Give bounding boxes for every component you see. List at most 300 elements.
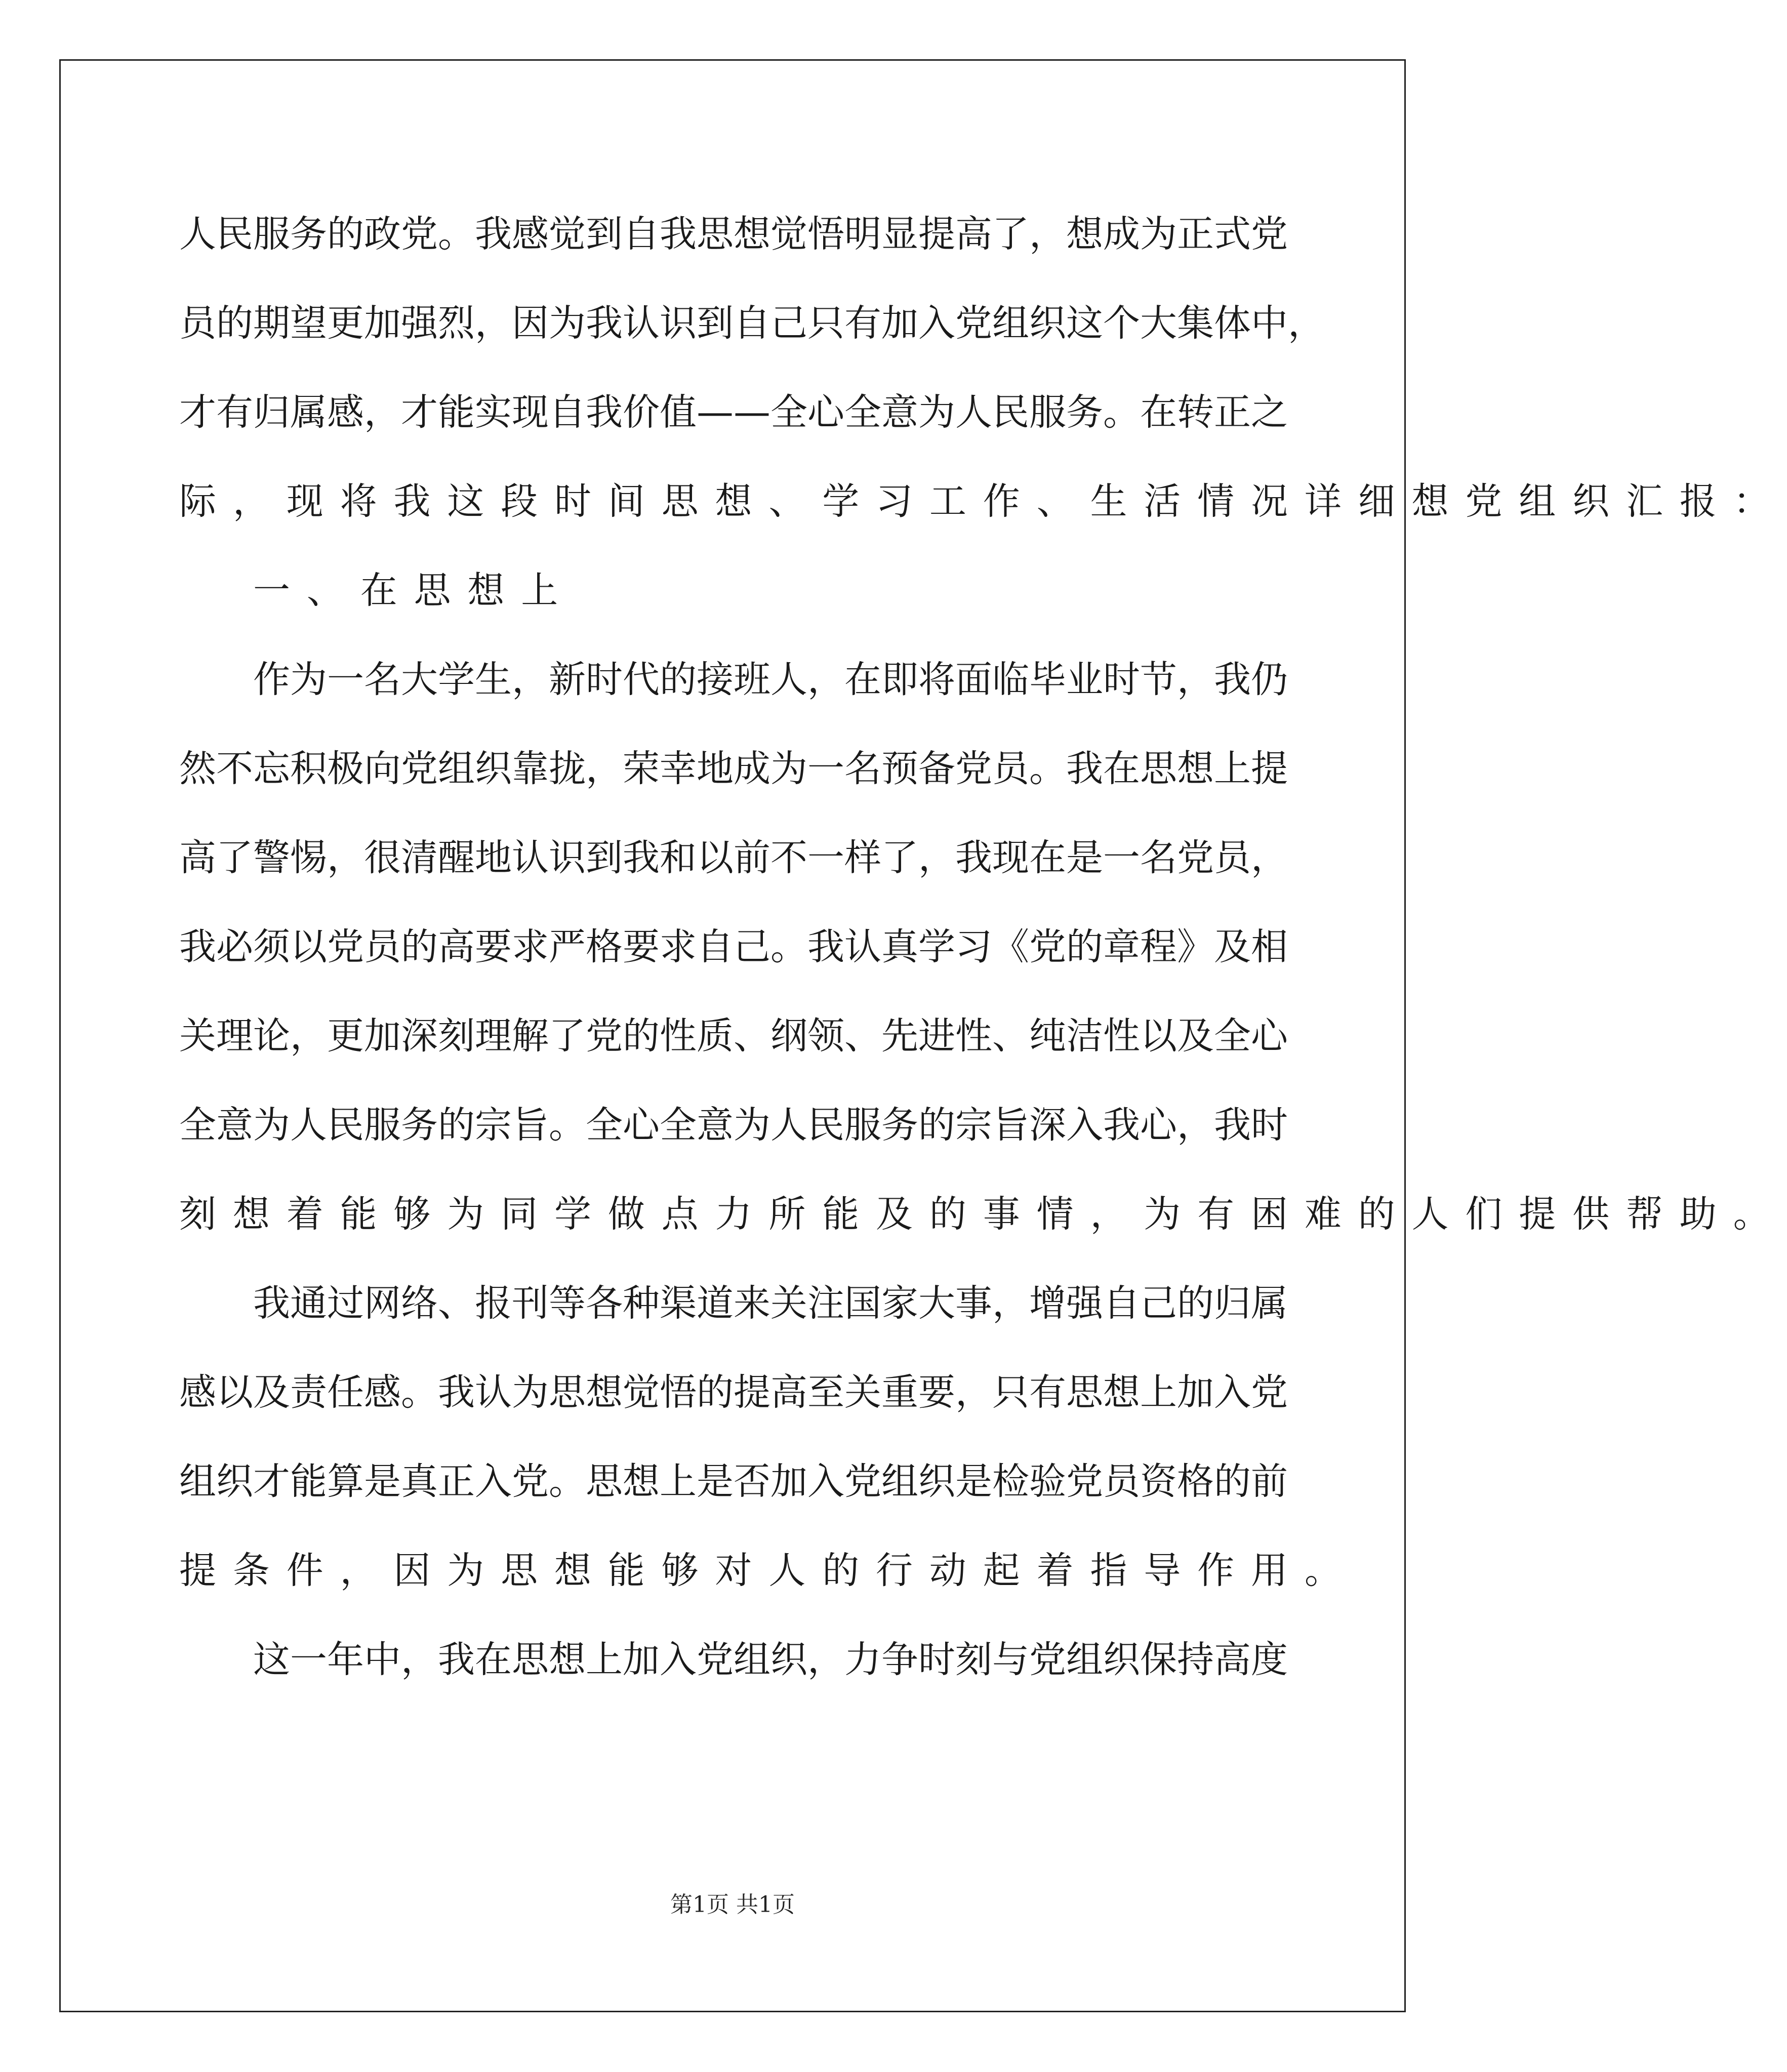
glyph: 强: [1066, 1282, 1103, 1325]
glyph: 服: [844, 1104, 881, 1147]
glyph: 入: [475, 1460, 512, 1503]
glyph: 自: [549, 391, 586, 434]
glyph: 我: [1103, 1104, 1140, 1147]
glyph: ，: [1029, 213, 1066, 256]
glyph: 样: [844, 836, 881, 879]
glyph: 这: [1066, 302, 1103, 345]
glyph: 意: [697, 1104, 734, 1147]
glyph: 组: [438, 747, 475, 790]
glyph: 的: [401, 925, 438, 968]
glyph: 才: [253, 1460, 290, 1503]
document-body: [179, 190, 1787, 1704]
line-text: 提条件，因为思想能够对人的行动起着指导作用。: [179, 1549, 1358, 1592]
glyph: 为: [770, 747, 807, 790]
glyph: 性: [1103, 1014, 1140, 1058]
glyph: 备: [918, 747, 955, 790]
glyph: 算: [327, 1460, 364, 1503]
glyph: 提: [918, 213, 955, 256]
glyph: 了: [216, 836, 253, 879]
glyph: 自: [1103, 1282, 1140, 1325]
glyph: 刊: [512, 1282, 549, 1325]
text-line-10: [179, 992, 1288, 1081]
glyph: 我: [807, 925, 844, 968]
glyph: 道: [697, 1282, 734, 1325]
glyph: 我: [179, 925, 216, 968]
glyph: 作: [253, 658, 290, 701]
glyph: ，: [1288, 302, 1325, 345]
glyph: 一: [807, 747, 844, 790]
text-line-8: [179, 814, 1288, 903]
glyph: 纲: [770, 1014, 807, 1058]
glyph: 至: [807, 1371, 844, 1414]
glyph: 临: [992, 658, 1029, 701]
glyph: 一: [807, 836, 844, 879]
glyph: 旨: [512, 1104, 549, 1147]
glyph: 地: [475, 836, 512, 879]
glyph: 我: [438, 1371, 475, 1414]
glyph: 为: [1140, 213, 1177, 256]
glyph: 在: [1029, 836, 1066, 879]
glyph: 了: [992, 213, 1029, 256]
glyph: 仍: [1251, 658, 1288, 701]
glyph: 相: [1251, 925, 1288, 968]
glyph: 只: [807, 302, 844, 345]
glyph: 高: [955, 213, 992, 256]
glyph: 毕: [1029, 658, 1066, 701]
glyph: 拢: [549, 747, 586, 790]
glyph: 实: [475, 391, 512, 434]
glyph: 之: [1251, 391, 1288, 434]
glyph: 进: [918, 1014, 955, 1058]
glyph: 现: [992, 836, 1029, 879]
glyph: 真: [881, 925, 918, 968]
glyph: 思: [1066, 1371, 1103, 1414]
glyph: 程: [1140, 925, 1177, 968]
glyph: 员: [1214, 836, 1251, 879]
glyph: ，: [807, 1638, 844, 1681]
glyph: 织: [1029, 302, 1066, 345]
glyph: 为: [290, 658, 327, 701]
glyph: 务: [290, 213, 327, 256]
glyph: 我: [1214, 658, 1251, 701]
glyph: 入: [660, 1638, 697, 1681]
glyph: 我: [1066, 747, 1103, 790]
glyph: 否: [734, 1460, 770, 1503]
glyph: 网: [364, 1282, 401, 1325]
glyph: 党: [955, 747, 992, 790]
glyph: 价: [623, 391, 660, 434]
glyph: 织: [475, 747, 512, 790]
glyph: 。: [438, 213, 475, 256]
glyph: 因: [512, 302, 549, 345]
glyph: 正: [1214, 391, 1251, 434]
glyph: 的: [1214, 1460, 1251, 1503]
glyph: 注: [807, 1282, 844, 1325]
glyph: 名: [364, 658, 401, 701]
glyph: 想: [1103, 1371, 1140, 1414]
glyph: 党: [697, 1638, 734, 1681]
glyph: 己: [734, 925, 770, 968]
glyph: 及: [1177, 1014, 1214, 1058]
glyph: 认: [844, 925, 881, 968]
glyph: ，: [512, 658, 549, 701]
glyph: 服: [253, 213, 290, 256]
glyph: 报: [475, 1282, 512, 1325]
glyph: 为: [734, 1104, 770, 1147]
glyph: 荣: [623, 747, 660, 790]
glyph: 员: [992, 747, 1029, 790]
glyph: 。: [1029, 747, 1066, 790]
glyph: 大: [401, 658, 438, 701]
glyph: 时: [918, 1638, 955, 1681]
glyph: 地: [697, 747, 734, 790]
glyph: 务: [401, 1104, 438, 1147]
glyph: 名: [1140, 836, 1177, 879]
glyph: 了: [881, 836, 918, 879]
glyph: 党: [1029, 1638, 1066, 1681]
glyph: 全: [770, 391, 807, 434]
glyph: 我: [955, 836, 992, 879]
glyph: 民: [216, 213, 253, 256]
glyph: 接: [697, 658, 734, 701]
glyph: 是: [697, 1460, 734, 1503]
glyph: 上: [1140, 1371, 1177, 1414]
glyph: 是: [364, 1460, 401, 1503]
glyph: 认: [475, 1371, 512, 1414]
glyph: 事: [955, 1282, 992, 1325]
glyph: 格: [1177, 1460, 1214, 1503]
glyph: 质: [697, 1014, 734, 1058]
glyph: ，: [364, 391, 401, 434]
glyph: 国: [844, 1282, 881, 1325]
glyph: 我: [586, 302, 623, 345]
glyph: 和: [660, 836, 697, 879]
glyph: 在: [844, 658, 881, 701]
glyph: 个: [1103, 302, 1140, 345]
glyph: 归: [1214, 1282, 1251, 1325]
glyph: 党: [327, 925, 364, 968]
text-line-16: [179, 1526, 1358, 1615]
glyph: 》: [1177, 925, 1214, 968]
glyph: 将: [918, 658, 955, 701]
glyph: 员: [1103, 1460, 1140, 1503]
glyph: 服: [1029, 391, 1066, 434]
glyph: 、: [438, 1282, 475, 1325]
glyph: 心: [807, 391, 844, 434]
glyph: 的: [438, 1104, 475, 1147]
glyph: 上: [1214, 747, 1251, 790]
glyph: 入: [807, 1460, 844, 1503]
glyph: 党: [1251, 213, 1288, 256]
glyph: —: [697, 391, 734, 434]
text-line-14: [179, 1348, 1288, 1437]
glyph: 己: [1140, 1282, 1177, 1325]
glyph: 全: [844, 391, 881, 434]
glyph: 中: [1251, 302, 1288, 345]
glyph: 入: [1214, 1371, 1251, 1414]
page-footer: 第1页 共1页: [670, 1892, 795, 1918]
glyph: 想: [1066, 213, 1103, 256]
glyph: 思: [512, 1638, 549, 1681]
glyph: 更: [327, 302, 364, 345]
glyph: 上: [660, 1460, 697, 1503]
glyph: 思: [1140, 747, 1177, 790]
glyph: 我: [1214, 1104, 1251, 1147]
glyph: 积: [290, 747, 327, 790]
glyph: 的: [918, 1104, 955, 1147]
glyph: 成: [734, 747, 770, 790]
line-text: 刻想着能够为同学做点力所能及的事情，为有困难的人们提供帮助。: [179, 1193, 1787, 1236]
glyph: 成: [1103, 213, 1140, 256]
glyph: ，: [1177, 1104, 1214, 1147]
glyph: 的: [216, 302, 253, 345]
text-line-1: [179, 190, 1288, 279]
glyph: 解: [512, 1014, 549, 1058]
glyph: 觉: [549, 213, 586, 256]
glyph: 党: [844, 1460, 881, 1503]
glyph: 党: [1251, 1371, 1288, 1414]
glyph: 验: [1029, 1460, 1066, 1503]
glyph: 人: [770, 1104, 807, 1147]
glyph: 渠: [660, 1282, 697, 1325]
glyph: 学: [918, 925, 955, 968]
glyph: 期: [253, 302, 290, 345]
glyph: 不: [770, 836, 807, 879]
glyph: 只: [992, 1371, 1029, 1414]
glyph: 思: [586, 1460, 623, 1503]
glyph: 在: [475, 1638, 512, 1681]
glyph: 。: [1103, 391, 1140, 434]
glyph: 组: [881, 1460, 918, 1503]
glyph: 心: [1140, 1104, 1177, 1147]
glyph: 一: [327, 658, 364, 701]
glyph: 入: [918, 302, 955, 345]
glyph: ，: [807, 658, 844, 701]
glyph: 集: [1177, 302, 1214, 345]
glyph: 自: [623, 213, 660, 256]
glyph: 以: [216, 1371, 253, 1414]
glyph: 及: [253, 1371, 290, 1414]
glyph: 加: [881, 302, 918, 345]
glyph: 清: [401, 836, 438, 879]
heading-text: 一、在思想上: [253, 569, 575, 612]
glyph: 的: [1177, 1282, 1214, 1325]
glyph: 不: [216, 747, 253, 790]
glyph: 中: [364, 1638, 401, 1681]
glyph: 是: [955, 1460, 992, 1503]
glyph: ，: [401, 1638, 438, 1681]
glyph: 党: [1177, 836, 1214, 879]
glyph: 织: [770, 1638, 807, 1681]
glyph: 提: [1251, 747, 1288, 790]
glyph: 宗: [955, 1104, 992, 1147]
glyph: 感: [512, 213, 549, 256]
glyph: 来: [734, 1282, 770, 1325]
glyph: 到: [586, 836, 623, 879]
glyph: 大: [918, 1282, 955, 1325]
glyph: 深: [401, 1014, 438, 1058]
glyph: 关: [770, 1282, 807, 1325]
glyph: 节: [1140, 658, 1177, 701]
glyph: 有: [216, 391, 253, 434]
glyph: 民: [807, 1104, 844, 1147]
glyph: 的: [1066, 925, 1103, 968]
text-line-7: [179, 724, 1288, 814]
glyph: 必: [216, 925, 253, 968]
glyph: 民: [327, 1104, 364, 1147]
glyph: 有: [1029, 1371, 1066, 1414]
glyph: 人: [179, 213, 216, 256]
glyph: 自: [734, 302, 770, 345]
glyph: 关: [179, 1014, 216, 1058]
glyph: 人: [770, 658, 807, 701]
glyph: 的: [697, 1371, 734, 1414]
text-line-9: [179, 903, 1288, 992]
glyph: 。: [549, 1460, 586, 1503]
glyph: 组: [992, 302, 1029, 345]
glyph: 加: [1177, 1371, 1214, 1414]
glyph: 时: [586, 658, 623, 701]
glyph: 更: [327, 1014, 364, 1058]
glyph: —: [734, 391, 770, 434]
glyph: 心: [623, 1104, 660, 1147]
glyph: 严: [549, 925, 586, 968]
glyph: 上: [586, 1638, 623, 1681]
glyph: 即: [881, 658, 918, 701]
glyph: 政: [364, 213, 401, 256]
glyph: 在: [1103, 747, 1140, 790]
glyph: 性: [660, 1014, 697, 1058]
glyph: 刻: [438, 1014, 475, 1058]
glyph: 度: [1251, 1638, 1288, 1681]
glyph: 体: [1214, 302, 1251, 345]
glyph: 种: [623, 1282, 660, 1325]
glyph: 极: [327, 747, 364, 790]
glyph: 觉: [623, 1371, 660, 1414]
glyph: 己: [770, 302, 807, 345]
glyph: 。: [770, 925, 807, 968]
glyph: 感: [179, 1371, 216, 1414]
glyph: 到: [586, 213, 623, 256]
glyph: 认: [623, 302, 660, 345]
glyph: 感: [364, 1371, 401, 1414]
glyph: 提: [734, 1371, 770, 1414]
glyph: ，: [586, 747, 623, 790]
text-line-15: [179, 1437, 1288, 1526]
glyph: 关: [844, 1371, 881, 1414]
glyph: 面: [955, 658, 992, 701]
glyph: 望: [290, 302, 327, 345]
glyph: 全: [179, 1104, 216, 1147]
glyph: 格: [586, 925, 623, 968]
glyph: 警: [253, 836, 290, 879]
glyph: 悟: [660, 1371, 697, 1414]
glyph: 显: [881, 213, 918, 256]
glyph: 要: [918, 1371, 955, 1414]
glyph: 生: [475, 658, 512, 701]
glyph: 旨: [992, 1104, 1029, 1147]
glyph: 名: [844, 747, 881, 790]
glyph: 全: [586, 1104, 623, 1147]
glyph: 前: [734, 836, 770, 879]
glyph: 习: [955, 925, 992, 968]
glyph: 一: [1103, 836, 1140, 879]
glyph: 以: [697, 836, 734, 879]
glyph: ，: [1251, 836, 1288, 879]
glyph: 刻: [955, 1638, 992, 1681]
glyph: 值: [660, 391, 697, 434]
glyph: 人: [955, 391, 992, 434]
glyph: ，: [327, 836, 364, 879]
glyph: 高: [1214, 1638, 1251, 1681]
glyph: ，: [955, 1371, 992, 1414]
glyph: 心: [1251, 1014, 1288, 1058]
glyph: 正: [438, 1460, 475, 1503]
glyph: 我: [586, 391, 623, 434]
glyph: 党: [1066, 1460, 1103, 1503]
glyph: 识: [660, 302, 697, 345]
glyph: 性: [955, 1014, 992, 1058]
glyph: 到: [697, 302, 734, 345]
glyph: 求: [660, 925, 697, 968]
glyph: 论: [253, 1014, 290, 1058]
glyph: 过: [327, 1282, 364, 1325]
glyph: 纯: [1029, 1014, 1066, 1058]
glyph: 高: [179, 836, 216, 879]
glyph: ，: [918, 836, 955, 879]
glyph: 通: [290, 1282, 327, 1325]
glyph: 强: [401, 302, 438, 345]
glyph: 幸: [660, 747, 697, 790]
glyph: 归: [253, 391, 290, 434]
glyph: 想: [586, 1371, 623, 1414]
glyph: 想: [549, 1638, 586, 1681]
glyph: 惕: [290, 836, 327, 879]
glyph: 要: [623, 925, 660, 968]
glyph: 意: [881, 391, 918, 434]
glyph: 的: [660, 658, 697, 701]
glyph: 为: [549, 302, 586, 345]
glyph: 检: [992, 1460, 1029, 1503]
glyph: 加: [770, 1460, 807, 1503]
glyph: 高: [770, 1371, 807, 1414]
glyph: 年: [327, 1638, 364, 1681]
glyph: 转: [1177, 391, 1214, 434]
glyph: 能: [290, 1460, 327, 1503]
glyph: 想: [623, 1460, 660, 1503]
glyph: 领: [807, 1014, 844, 1058]
glyph: 在: [1140, 391, 1177, 434]
text-line-13: [179, 1259, 1288, 1348]
text-line-12: [179, 1170, 1787, 1259]
glyph: 组: [179, 1460, 216, 1503]
glyph: 。: [401, 1371, 438, 1414]
text-line-3: [179, 368, 1288, 457]
glyph: 真: [401, 1460, 438, 1503]
glyph: 以: [1140, 1014, 1177, 1058]
glyph: ，: [290, 1014, 327, 1058]
glyph: 织: [918, 1460, 955, 1503]
glyph: 与: [992, 1638, 1029, 1681]
glyph: 业: [1066, 658, 1103, 701]
glyph: ，: [1177, 658, 1214, 701]
glyph: 任: [327, 1371, 364, 1414]
text-line-6: [179, 635, 1288, 724]
glyph: 、: [734, 1014, 770, 1058]
glyph: 为: [918, 391, 955, 434]
glyph: 员: [364, 925, 401, 968]
glyph: 党: [401, 213, 438, 256]
